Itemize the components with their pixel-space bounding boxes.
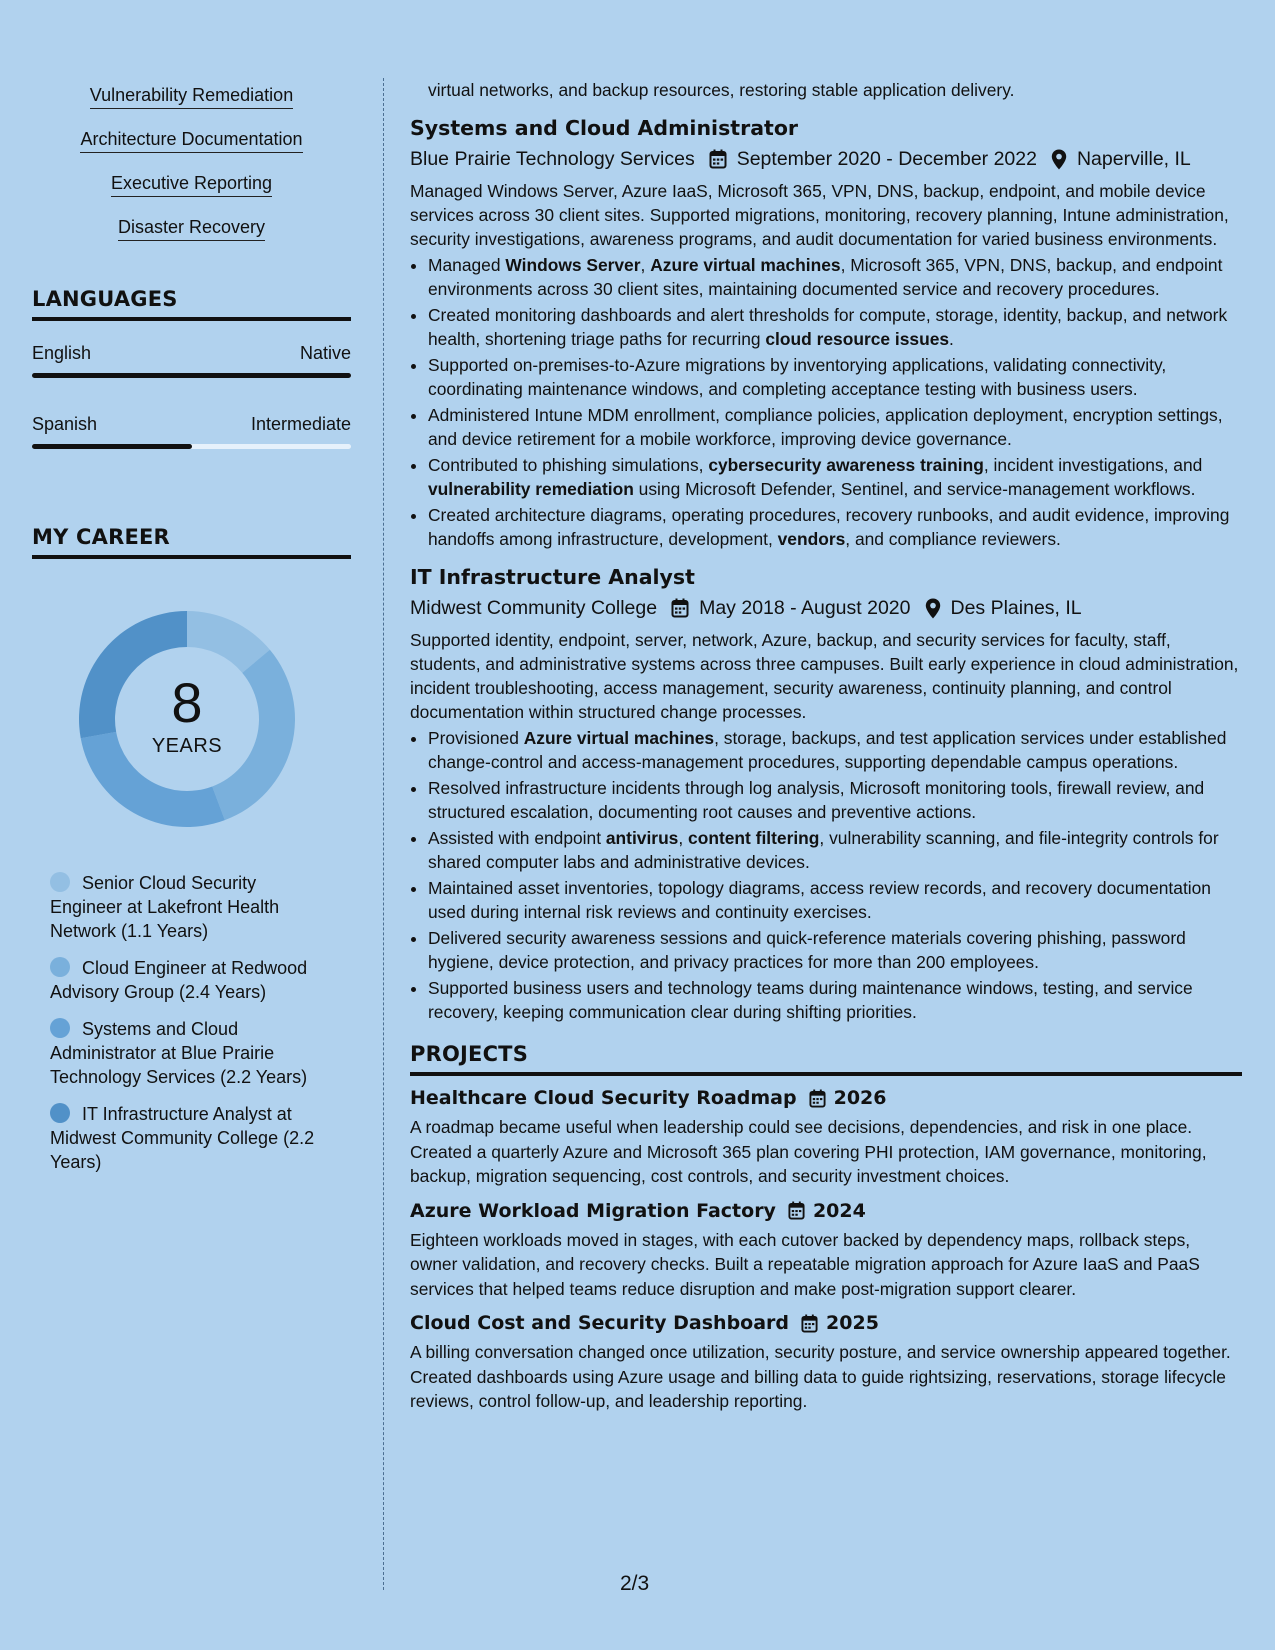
project-header — [410, 1085, 1242, 1111]
language-proficiency-bar — [32, 373, 351, 378]
project-year: 2025 — [826, 1312, 879, 1334]
project-entry — [410, 1085, 1242, 1189]
map-pin-icon — [925, 598, 941, 619]
continued-bullet: virtual networks, and backup resources, restoring stable application delivery. — [428, 80, 1015, 100]
bullet-item: • Supported business users and technology teams during maintenance windows, testing, and service recovery, keeping communication clear during shifting priorities. — [428, 976, 1242, 1024]
job-bullets — [410, 726, 1242, 1024]
job-location: Des Plaines, IL — [950, 597, 1082, 619]
calendar-icon — [788, 1201, 805, 1220]
legend-item: Cloud Engineer at Redwood Advisory Group (2.4 Years) — [50, 958, 308, 1002]
legend-dot — [50, 957, 70, 977]
bullet-item: • Created architecture diagrams, operating procedures, recovery runbooks, and audit evidence, improving handoffs among infrastructure, development, vendors, and compliance reviewers. — [428, 503, 1242, 551]
career-legend — [50, 871, 330, 1174]
job-title: Systems and Cloud Administrator — [410, 116, 799, 140]
job-meta — [410, 145, 1242, 173]
project-entry — [410, 1198, 1242, 1302]
project-name: Cloud Cost and Security Dashboard — [410, 1312, 790, 1334]
project-header — [410, 1198, 1242, 1224]
job-bullets — [410, 253, 1242, 551]
projects-heading: PROJECTS — [410, 1042, 1242, 1076]
legend-item: Systems and Cloud Administrator at Blue Prairie Technology Services (2.2 Years) — [50, 1019, 308, 1087]
bullet-item: • Maintained asset inventories, topology diagrams, access review records, and recovery documentation used during internal risk reviews and continuity exercises. — [428, 876, 1242, 924]
project-description: Eighteen workloads moved in stages, with each cutover backed by dependency maps, rollback steps, owner validation, and recovery checks. Built a repeatable migration approach for Azure IaaS and PaaS services that helped teams reduce disruption and make post-migration support clearer. — [410, 1229, 1200, 1299]
project-description: A roadmap became useful when leadership could see decisions, dependencies, and risk in one place. Created a quarterly Azure and Microsoft 365 plan covering PHI protection, IAM governance, monitoring, backup, migration sequencing, cost controls, and security investment choices. — [410, 1117, 1207, 1186]
column-divider — [383, 78, 384, 1590]
skill-item: Disaster Recovery — [118, 216, 265, 241]
project-year: 2026 — [833, 1087, 887, 1109]
skill-item: Executive Reporting — [111, 172, 272, 197]
language-level: Native — [299, 343, 351, 363]
skill-item: Vulnerability Remediation — [90, 84, 293, 109]
job-dates: May 2018 - August 2020 — [699, 597, 911, 619]
donut-center — [67, 599, 307, 839]
bullet-item: • Administered Intune MDM enrollment, compliance policies, application deployment, encryption settings, and device retirement for a mobile workforce, improving device governance. — [428, 403, 1242, 451]
language-level: Intermediate — [250, 414, 351, 434]
project-year: 2024 — [812, 1199, 866, 1222]
job-title: IT Infrastructure Analyst — [410, 565, 695, 589]
page-number: 2/3 — [620, 1572, 650, 1595]
job-dates: September 2020 - December 2022 — [736, 148, 1037, 170]
project-header — [410, 1310, 1242, 1336]
job-location: Naperville, IL — [1076, 148, 1191, 170]
right-column — [410, 78, 1242, 1414]
bullet-item: • Managed Windows Server, Azure virtual machines, Microsoft 365, VPN, DNS, backup, and endpoint environments across 30 client sites, maintaining documented service and recovery procedures. — [428, 253, 1242, 301]
skills-list — [32, 84, 351, 260]
career-heading: MY CAREER — [32, 525, 351, 559]
career-total-unit: YEARS — [151, 735, 223, 757]
career-total-years: 8 — [171, 671, 203, 734]
bullet-item: • Resolved infrastructure incidents through log analysis, Microsoft monitoring tools, firewall review, and structured escalation, documenting root causes and preventive actions. — [428, 776, 1242, 824]
job-description: Managed Windows Server, Azure IaaS, Microsoft 365, VPN, DNS, backup, endpoint, and mobile device services across 30 client sites. Supported migrations, monitoring, recovery planning, Intune administration, security investigations, awareness programs, and audit documentation for varied business environments. — [410, 181, 1229, 249]
legend-dot — [50, 872, 70, 892]
bullet-item: • Contributed to phishing simulations, cybersecurity awareness training, incident investigations, and vulnerability remediation using Microsoft Defender, Sentinel, and service-management workflows. — [428, 453, 1242, 501]
project-name: Azure Workload Migration Factory — [410, 1199, 776, 1222]
language-english — [32, 343, 351, 378]
language-proficiency-bar — [32, 444, 351, 449]
job-meta — [410, 594, 1242, 622]
bullet-item: • Provisioned Azure virtual machines, storage, backups, and test application services under established change-control and access-management procedures, supporting dependable campus operations. — [428, 726, 1242, 774]
job-entry — [410, 563, 1242, 1024]
skill-item: Architecture Documentation — [80, 128, 302, 153]
project-entry — [410, 1310, 1242, 1414]
language-spanish — [32, 414, 351, 449]
legend-dot — [50, 1018, 70, 1038]
bullet-item: • Supported on-premises-to-Azure migrations by inventorying applications, validating connectivity, coordinating maintenance windows, and completing acceptance testing with business users. — [428, 353, 1242, 401]
job-company: Blue Prairie Technology Services — [410, 148, 695, 170]
project-description: A billing conversation changed once utilization, security posture, and service ownership appeared together. Created dashboards using Azure usage and billing data to guide rightsizing, reservations, storage lifecycle reviews, control follow-up, and leadership reporting. — [410, 1342, 1231, 1411]
calendar-icon — [709, 149, 727, 169]
language-proficiency-fill — [32, 444, 192, 449]
language-proficiency-fill — [32, 373, 351, 378]
job-description: Supported identity, endpoint, server, network, Azure, backup, and security services for faculty, staff, students, and administrative systems across three campuses. Built early experience in cloud administration, incident troubleshooting, access management, security awareness, continuity planning, and control documentation within structured change processes. — [410, 630, 1239, 722]
job-entry — [410, 114, 1242, 551]
map-pin-icon — [1051, 149, 1067, 170]
legend-dot — [50, 1103, 70, 1123]
calendar-icon — [809, 1089, 826, 1108]
languages-heading: LANGUAGES — [32, 287, 351, 321]
calendar-icon — [671, 598, 689, 618]
language-name: English — [32, 343, 92, 363]
legend-item: IT Infrastructure Analyst at Midwest Community College (2.2 Years) — [50, 1104, 315, 1172]
legend-item: Senior Cloud Security Engineer at Lakefront Health Network (1.1 Years) — [50, 873, 280, 941]
career-donut-chart — [67, 599, 307, 839]
left-column — [32, 84, 351, 1187]
project-name: Healthcare Cloud Security Roadmap — [410, 1087, 797, 1109]
bullet-item: • Delivered security awareness sessions and quick-reference materials covering phishing, password hygiene, device protection, and privacy practices for more than 200 employees. — [428, 926, 1242, 974]
calendar-icon — [801, 1314, 818, 1333]
bullet-item: • Created monitoring dashboards and alert thresholds for compute, storage, identity, backup, and network health, shortening triage paths for recurring cloud resource issues. — [428, 303, 1242, 351]
job-company: Midwest Community College — [410, 597, 658, 619]
language-name: Spanish — [32, 414, 98, 434]
bullet-item: • Assisted with endpoint antivirus, content filtering, vulnerability scanning, and file-integrity controls for shared computer labs and administrative devices. — [428, 826, 1242, 874]
